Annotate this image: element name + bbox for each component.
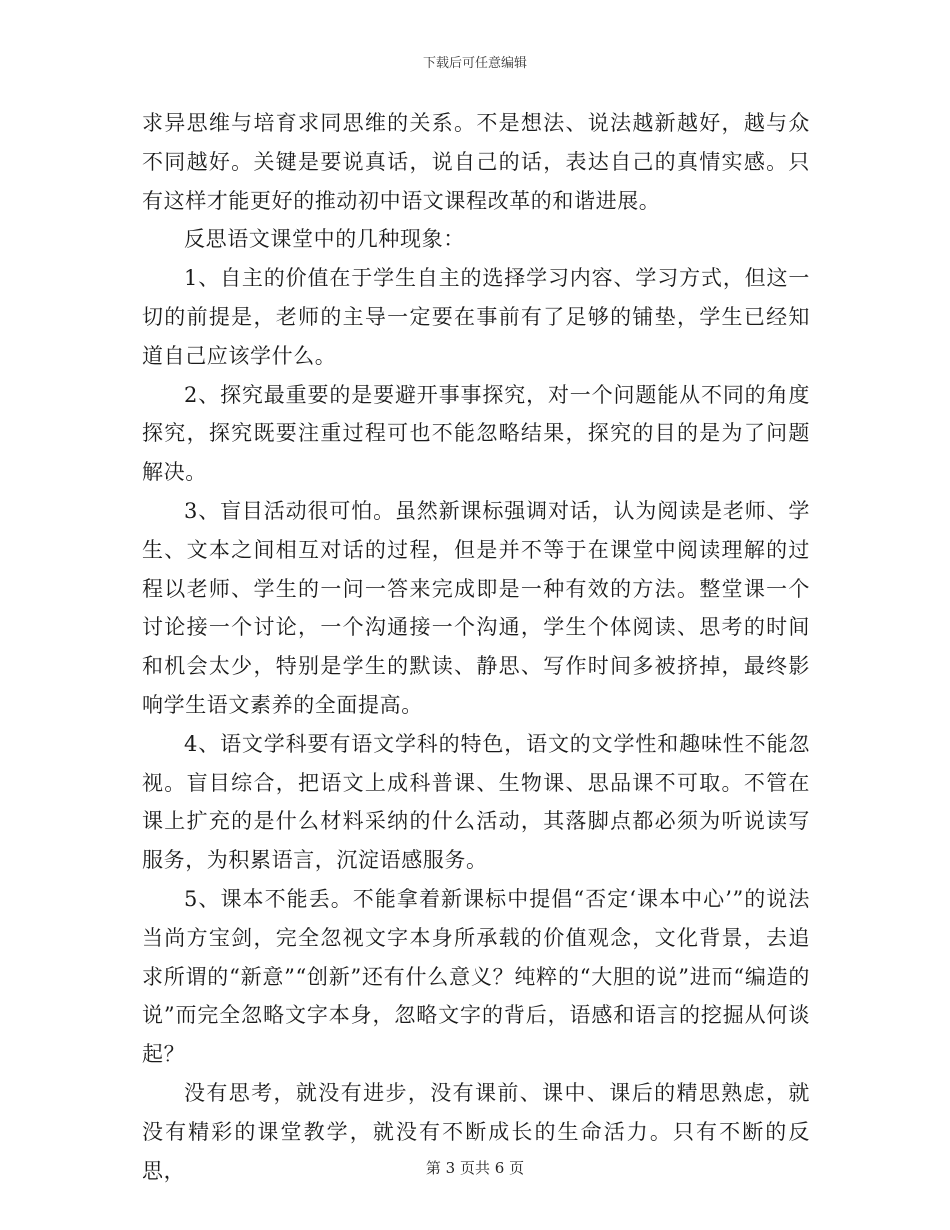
paragraph-conclusion: 没有思考，就没有进步，没有课前、课中、课后的精思熟虑，就没有精彩的课堂教学，就没有不断成长的生命活力。只有不断的反思， <box>142 1080 810 1183</box>
page-footer: 第 3 页共 6 页 <box>425 1159 525 1177</box>
page-header: 下载后可任意编辑 <box>422 56 527 71</box>
document-body <box>142 104 810 1190</box>
paragraph-item-5: 5、课本不能丢。不能拿着新课标中提倡“否定‘课本中心’”的说法当尚方宝剑，完全忽视文字本身所承载的价值观念，文化背景，去追求所谓的“新意”“创新”还有什么意义？纯粹的“大胆的说”进而“编造的说”而完全忽略文字本身，忽略文字的背后，语感和语言的挖掘从何谈起？ <box>142 886 810 1067</box>
paragraph-item-4: 4、语文学科要有语文学科的特色，语文的文学性和趣味性不能忽视。盲目综合，把语文上成科普课、生物课、思品课不可取。不管在课上扩充的是什么材料采纳的什么活动，其落脚点都必须为听说读写服务，为积累语言，沉淀语感服务。 <box>142 731 810 873</box>
paragraph-item-3: 3、盲目活动很可怕。虽然新课标强调对话，认为阅读是老师、学生、文本之间相互对话的过程，但是并不等于在课堂中阅读理解的过程以老师、学生的一问一答来完成即是一种有效的方法。整堂课一个讨论接一个讨论，一个沟通接一个沟通，学生个体阅读、思考的时间和机会太少，特别是学生的默读、静思、写作时间多被挤掉，最终影响学生语文素养的全面提高。 <box>142 498 810 717</box>
paragraph-item-1: 1、自主的价值在于学生自主的选择学习内容、学习方式，但这一切的前提是，老师的主导一定要在事前有了足够的铺垫，学生已经知道自己应该学什么。 <box>142 266 810 368</box>
paragraph-continuation: 求异思维与培育求同思维的关系。不是想法、说法越新越好，越与众不同越好。关键是要说真话，说自己的话，表达自己的真情实感。只有这样才能更好的推动初中语文课程改革的和谐进展。 <box>142 111 810 213</box>
paragraph-section-intro: 反思语文课堂中的几种现象： <box>184 227 465 252</box>
paragraph-item-2: 2、探究最重要的是要避开事事探究，对一个问题能从不同的角度探究，探究既要注重过程可也不能忽略结果，探究的目的是为了问题解决。 <box>142 382 810 485</box>
